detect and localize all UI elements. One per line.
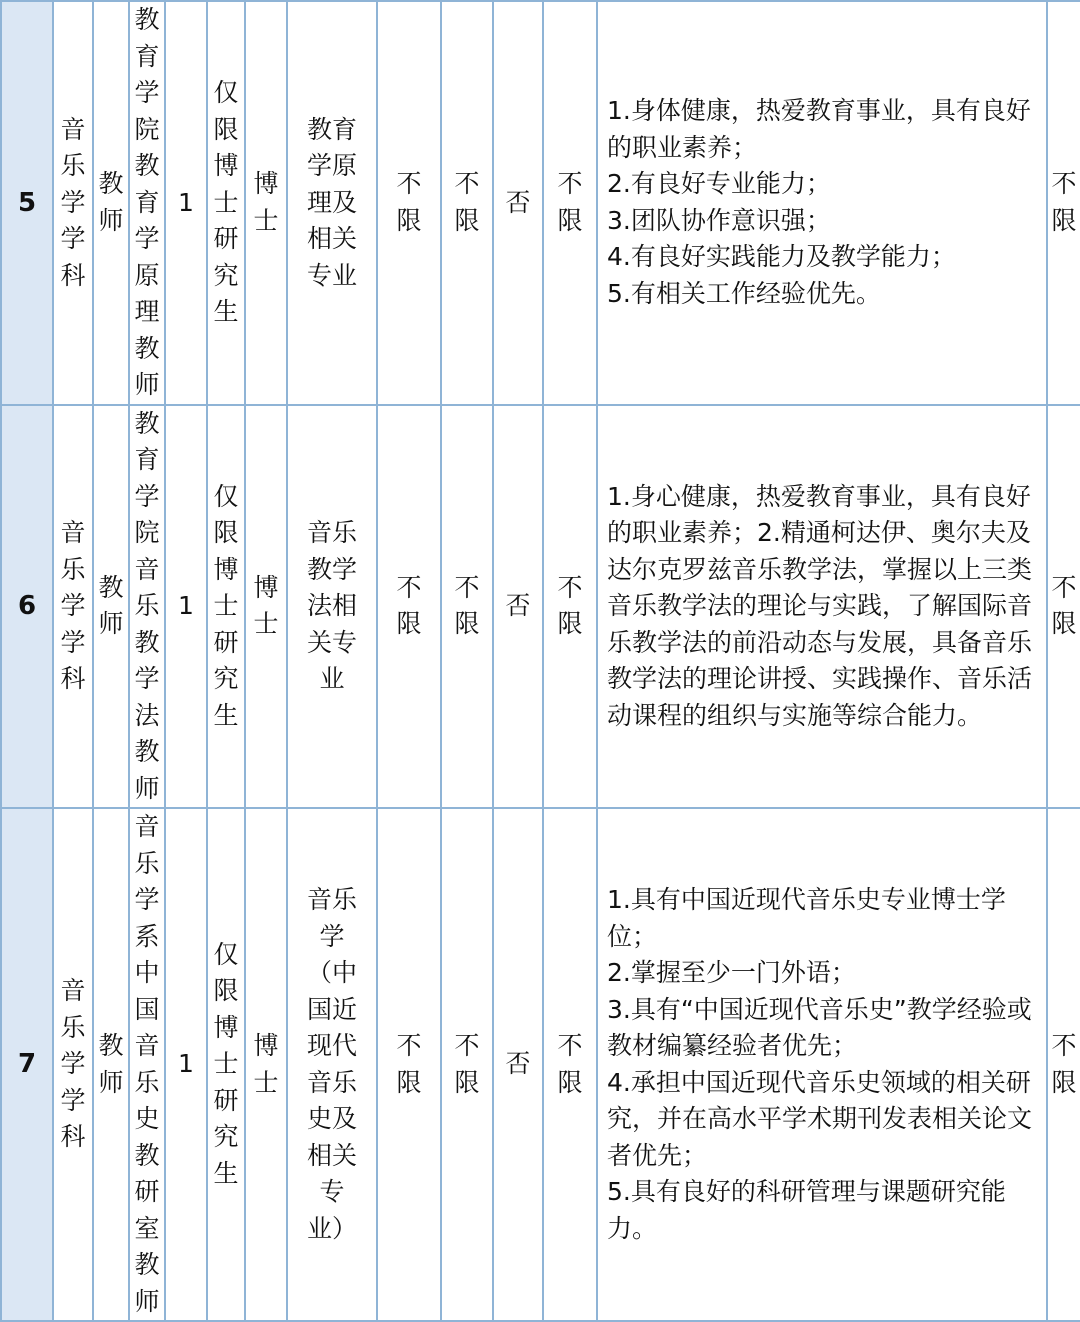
requirement-line: 2.掌握至少一门外语；	[607, 958, 856, 987]
age-cell: 不限	[377, 808, 441, 1321]
seq-cell: 6	[1, 405, 53, 809]
remark-cell: 不限	[1047, 1, 1080, 405]
requirement-line: 4.承担中国近现代音乐史领域的相关研究，并在高水平学术期刊发表相关论文者优先；	[607, 1067, 1033, 1170]
title-cell: 不限	[441, 808, 493, 1321]
degree-cell: 博士	[245, 1, 287, 405]
count-cell: 1	[165, 405, 207, 809]
requirement-line: 1.身心健康，热爱教育事业，具有良好的职业素养；2.精通柯达伊、奥尔夫及达尔克罗兹音乐教学法，掌握以上三类音乐教学法的理论与实践，了解国际音乐教学法的前沿动态与发展，具备音乐教学法的理论讲授、实践操作、音乐活动课程的组织与实施等综合能力。	[607, 481, 1033, 730]
count-cell: 1	[165, 808, 207, 1321]
requirement-line: 1.身体健康，热爱教育事业，具有良好的职业素养；	[607, 96, 1031, 162]
title-cell: 不限	[441, 405, 493, 809]
discipline-cell: 音乐学学科	[53, 405, 93, 809]
title-cell: 不限	[441, 1, 493, 405]
requirement-line: 3.具有“中国近现代音乐史”教学经验或教材编纂经验者优先；	[607, 994, 1032, 1060]
requirement-line: 5.有相关工作经验优先。	[607, 278, 881, 308]
requirements-cell	[597, 808, 1047, 1321]
table-row	[1, 808, 1080, 1321]
requirement-line: 3.团队协作意识强；	[607, 205, 831, 235]
requirement-line: 2.有良好专业能力；	[607, 169, 831, 199]
other-cell: 不限	[543, 1, 597, 405]
education-cell: 仅限博士研究生	[207, 1, 245, 405]
requirements-cell	[597, 405, 1047, 809]
count-cell: 1	[165, 1, 207, 405]
ratio-cell: 否	[493, 808, 543, 1321]
education-cell: 仅限博士研究生	[207, 808, 245, 1321]
post-name-cell: 教育学院音乐教学法教师	[129, 405, 165, 809]
major-cell: 音乐教学法相关专业	[287, 405, 377, 809]
post-type-cell: 教师	[93, 405, 129, 809]
post-name-cell: 音乐学系中国音乐史教研室教师	[129, 808, 165, 1321]
discipline-cell: 音乐学学科	[53, 1, 93, 405]
seq-cell: 5	[1, 1, 53, 405]
major-cell: 音乐学（中国近现代音乐史及相关专业）	[287, 808, 377, 1321]
degree-cell: 博士	[245, 808, 287, 1321]
remark-cell: 不限	[1047, 808, 1080, 1321]
age-cell: 不限	[377, 405, 441, 809]
major-cell: 教育学原理及相关专业	[287, 1, 377, 405]
discipline-cell: 音乐学学科	[53, 808, 93, 1321]
seq-cell: 7	[1, 808, 53, 1321]
remark-cell: 不限	[1047, 405, 1080, 809]
post-type-cell: 教师	[93, 808, 129, 1321]
other-cell: 不限	[543, 405, 597, 809]
degree-cell: 博士	[245, 405, 287, 809]
table-row	[1, 1, 1080, 405]
education-cell: 仅限博士研究生	[207, 405, 245, 809]
other-cell: 不限	[543, 808, 597, 1321]
ratio-cell: 否	[493, 405, 543, 809]
requirement-line: 4.有良好实践能力及教学能力；	[607, 242, 956, 272]
requirement-line: 5.具有良好的科研管理与课题研究能力。	[607, 1177, 1006, 1243]
post-type-cell: 教师	[93, 1, 129, 405]
post-name-cell: 教育学院教育学原理教师	[129, 1, 165, 405]
table-row	[1, 405, 1080, 809]
age-cell: 不限	[377, 1, 441, 405]
ratio-cell: 否	[493, 1, 543, 405]
requirement-line: 1.具有中国近现代音乐史专业博士学位；	[607, 885, 1006, 951]
requirements-cell	[597, 1, 1047, 405]
